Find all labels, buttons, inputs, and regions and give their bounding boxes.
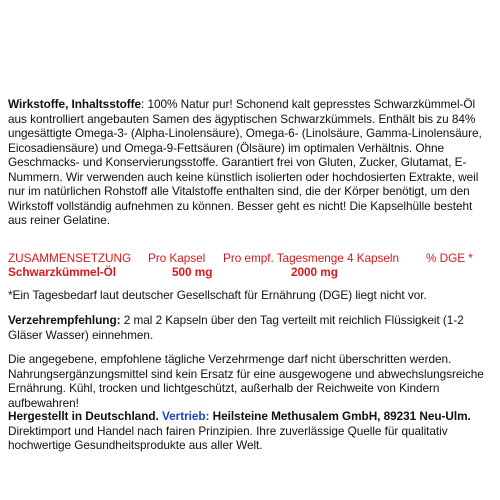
composition-cell-per-day: 2000 mg	[291, 265, 338, 279]
made-in-label: Hergestellt in Deutschland.	[8, 409, 159, 423]
composition-data-row	[8, 265, 494, 279]
composition-header-cell: Pro empf. Tagesmenge 4 Kapseln	[223, 251, 400, 265]
composition-header-cell: ZUSAMMENSETZUNG	[8, 251, 132, 265]
ingredients-heading: Wirkstoffe, Inhaltsstoffe	[8, 97, 142, 111]
dosage-text: 2 mal 2 Kapseln über den Tag verteilt mit reichlich Flüssigkeit (1-2 Gläser Wasser) einnehmen.	[8, 313, 464, 342]
composition-header-cell: % DGE *	[426, 251, 473, 265]
dge-footnote: *Ein Tagesbedarf laut deutscher Gesellschaft für Ernährung (DGE) liegt nicht vor.	[8, 288, 427, 302]
ingredients-text: : 100% Natur pur! Schonend kalt gepresstes Schwarzkümmel-Öl aus kontrolliert angebauten Samen des ägyptischen Schwarzkümmels. Enthält bis zu 84% ungesättigte Omega-3- (Alpha-Linolensäure), Omega-6- (Linolsäure, Gamma-Linolensäure, Eicosadiensäure) und Omega-9-Fettsäuren (Ölsäure) im optimalen Verhältnis. Ohne Geschmacks- und Konservierungsstoffe. Garantiert frei von Gluten, Zucker, Glutamat, E-Nummern. Wir verwenden auch keine künstlich isolierten oder hochdosierten Extrakte, weil nur im natürlichen Rohstoff alle Vitalstoffe enthalten sind, die der Körper benötigt, um den Wirkstoff vollständig aufnehmen zu können. Besser geht es nicht! Die Kapselhülle besteht aus reiner Gelatine.	[8, 97, 482, 227]
composition-cell-ingredient: Schwarzkümmel-Öl	[8, 265, 117, 279]
dosage-heading: Verzehrempfehlung:	[8, 313, 121, 327]
distributor-name: Heilsteine Methusalem GmbH, 89231 Neu-Ulm.	[209, 409, 471, 423]
dosage-section	[8, 313, 494, 342]
composition-cell-per-capsule: 500 mg	[172, 265, 213, 279]
warning-notice: Die angegebene, empfohlene tägliche Verzehrmenge darf nicht überschritten werden. Nahrungsergänzungsmittel sind kein Ersatz für eine ausgewogene und abwechslungsreiche Ernährung. Kühl, trocken und lichtgeschützt, außerhalb der Reichweite von Kindern aufbewahren!	[8, 352, 484, 410]
composition-header-row	[8, 251, 494, 265]
ingredients-section	[8, 97, 494, 228]
manufacturer-section	[8, 409, 494, 453]
distributor-label: Vertrieb:	[161, 409, 210, 423]
composition-table	[8, 251, 494, 279]
manufacturer-text: Direktimport und Handel nach fairen Prinzipien. Ihre zuverlässige Quelle für qualitativ hochwertige Gesundheitsprodukte aus aller Welt.	[8, 423, 448, 452]
composition-header-cell: Pro Kapsel	[148, 251, 206, 265]
